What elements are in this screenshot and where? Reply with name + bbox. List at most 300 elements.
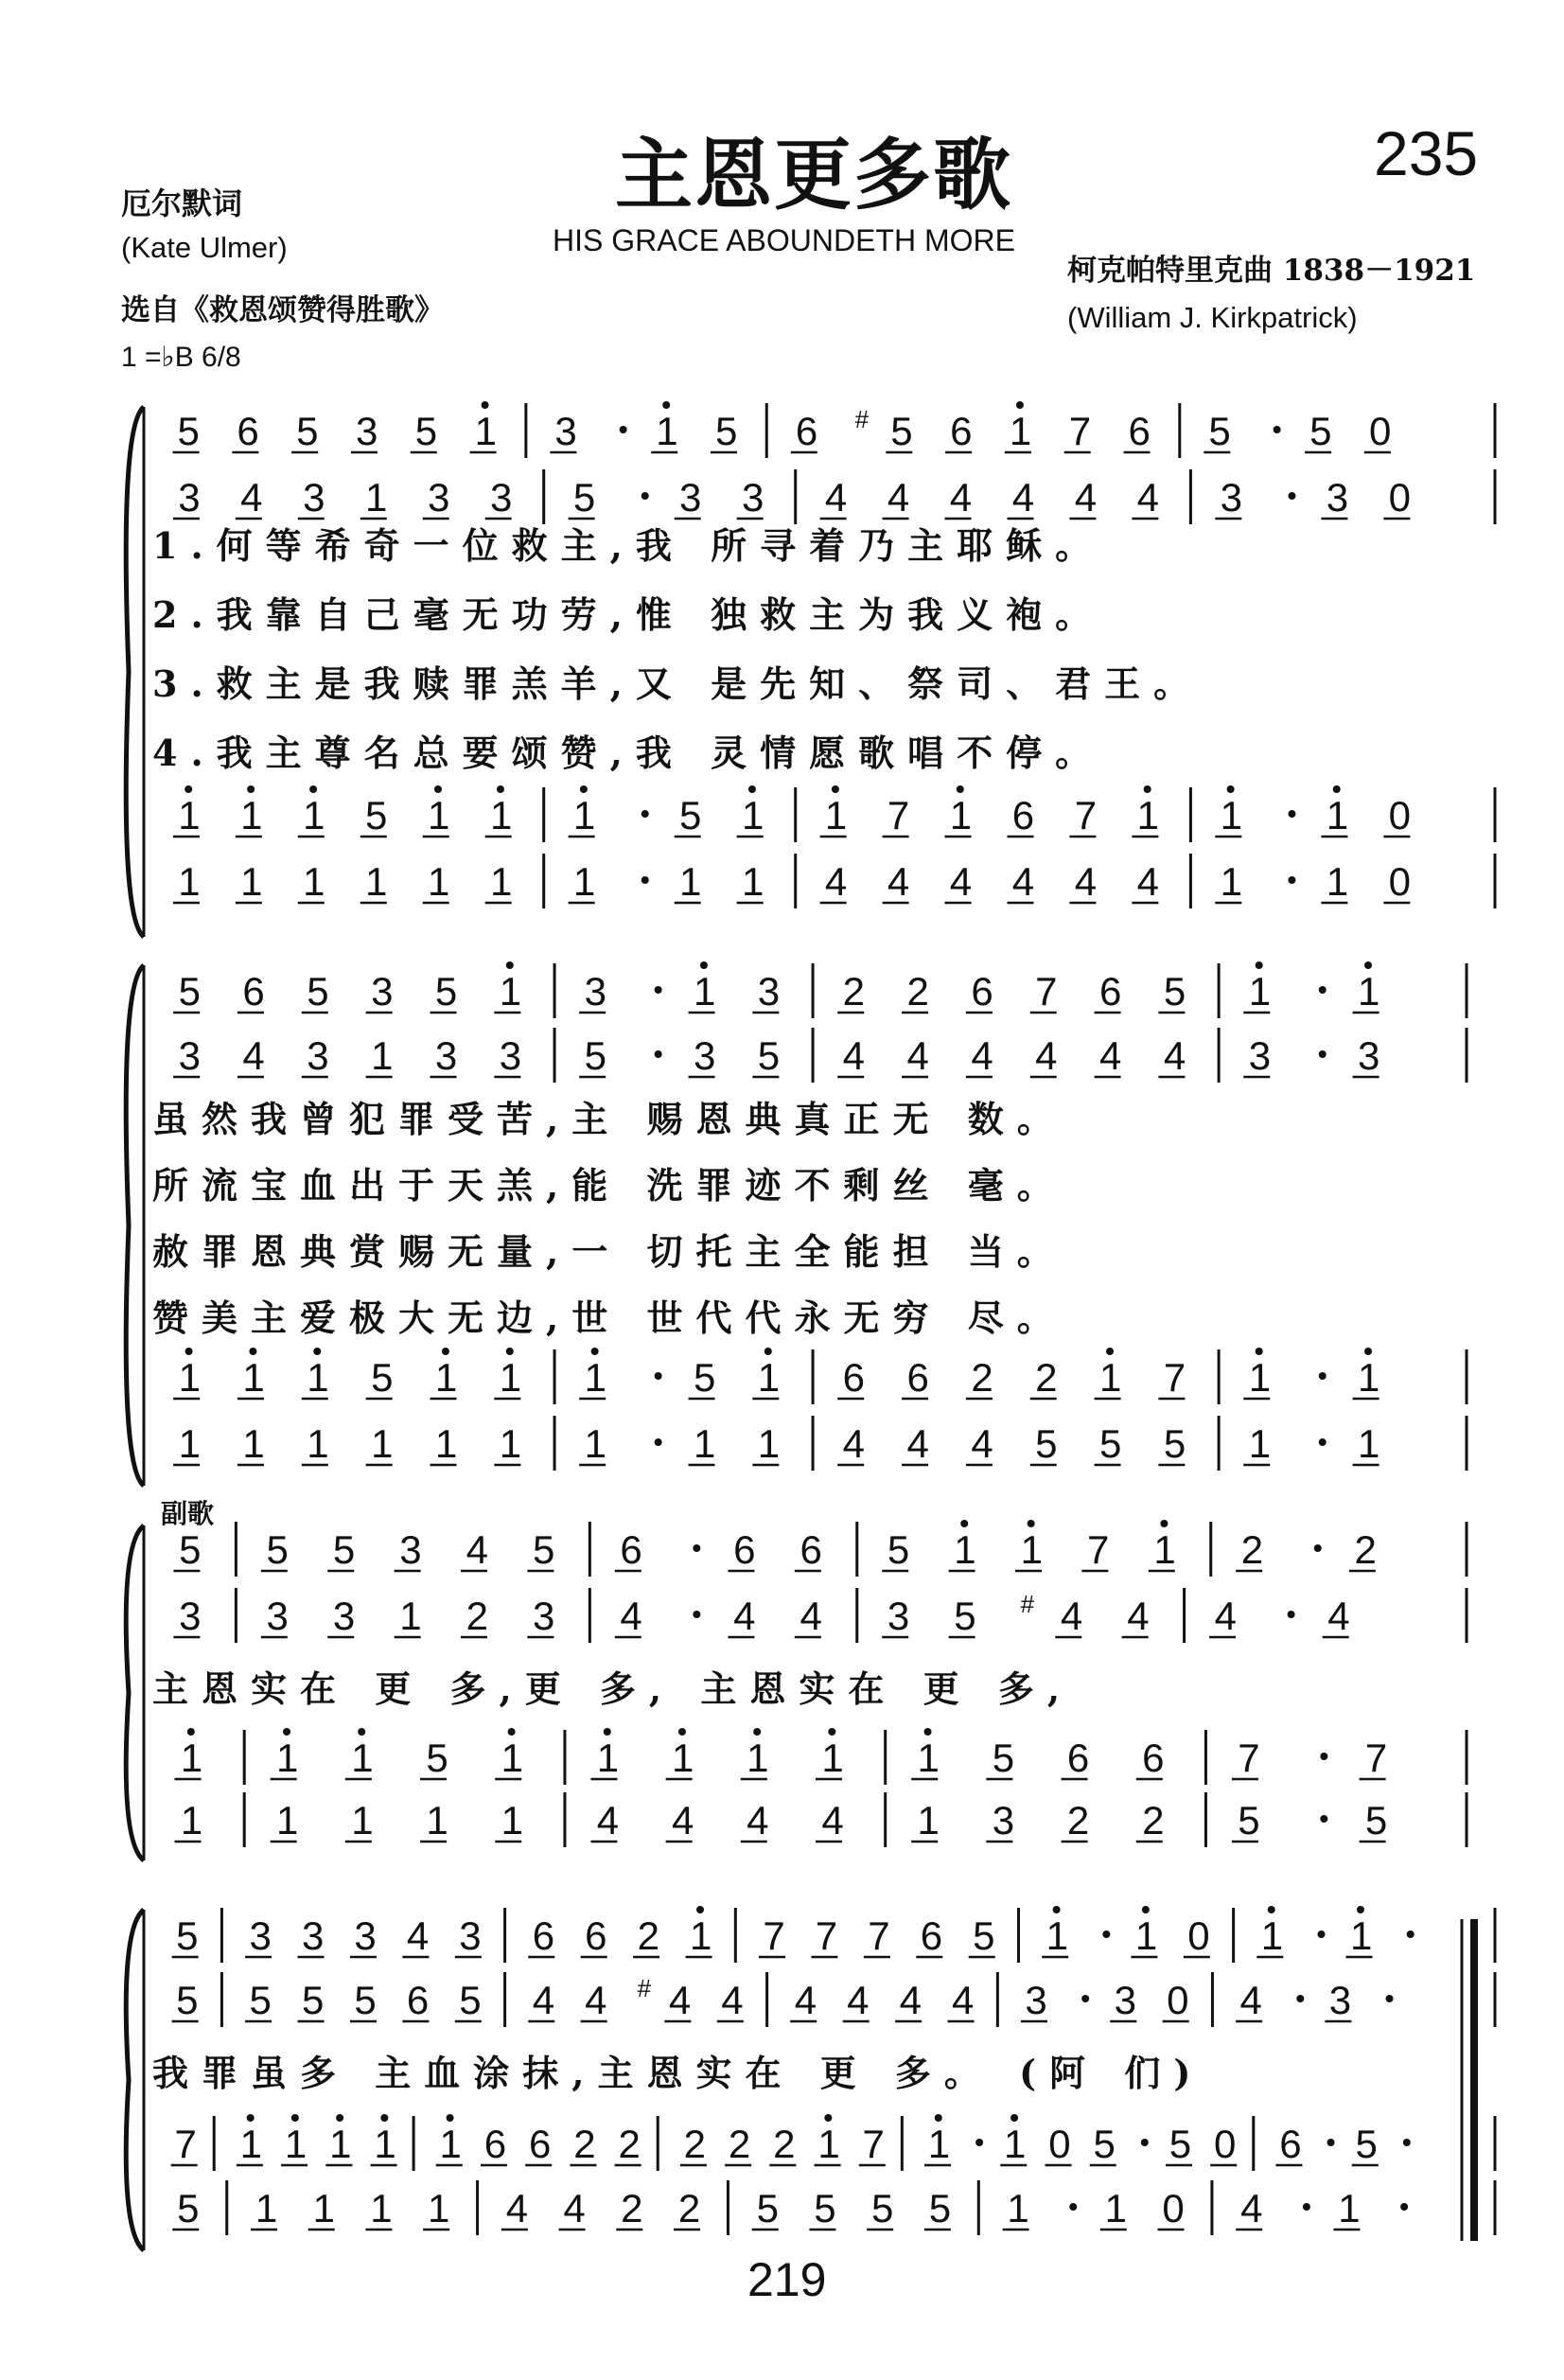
jianpu-note: 2 (1240, 1527, 1264, 1572)
jianpu-note: 1 (1009, 409, 1032, 453)
jianpu-note: 0 (1167, 1978, 1189, 2022)
jianpu-note: 6 (842, 1355, 865, 1400)
lyric-line: 所流宝血出于天羔,能 洗罪迹不剩丝 毫。 (152, 1164, 1066, 1207)
octave-dot (700, 961, 708, 969)
jianpu-note: 7 (174, 2122, 197, 2166)
jianpu-note: 1 (1099, 1355, 1122, 1400)
jianpu-note: 3 (693, 1033, 716, 1078)
jianpu-note: 3 (332, 1594, 356, 1638)
jianpu-note: 1 (427, 793, 450, 837)
jianpu-note: 1 (501, 1736, 523, 1780)
jianpu-note: 3 (427, 475, 450, 520)
jianpu-note: 5 (928, 2186, 952, 2230)
jianpu-note: 3 (757, 969, 781, 1014)
octave-dot (185, 1348, 193, 1355)
jianpu-note: 1 (255, 2186, 278, 2230)
jianpu-note: 1 (1248, 1421, 1272, 1466)
jianpu-note: 4 (1011, 859, 1035, 904)
jianpu-note: 5 (266, 1527, 289, 1572)
sharp-sign: # (854, 405, 870, 433)
jianpu-note: 5 (178, 969, 201, 1014)
jianpu-note: 4 (899, 1978, 922, 2022)
octave-dot (1333, 785, 1341, 793)
jianpu-note: 0 (1048, 2122, 1071, 2166)
lyric-line: 3.救主是我赎罪羔羊,又 是先知、祭司、君王。 (152, 662, 1204, 705)
duration-dot (1319, 1438, 1327, 1446)
jianpu-note: 2 (1066, 1798, 1090, 1842)
duration-dot (1288, 492, 1295, 500)
jianpu-note: 3 (178, 475, 201, 520)
duration-dot (641, 876, 649, 884)
jianpu-note: 5 (693, 1355, 716, 1400)
octave-dot (1028, 1520, 1035, 1527)
jianpu-note: 6 (800, 1527, 822, 1572)
jianpu-note: 1 (1153, 1527, 1176, 1572)
jianpu-note: 1 (434, 1355, 458, 1400)
jianpu-note: 4 (949, 859, 973, 904)
title-en: HIS GRACE ABOUNDETH MORE (553, 223, 1015, 257)
jianpu-note: 7 (1087, 1527, 1110, 1572)
octave-dot (832, 785, 839, 793)
jianpu-note: 7 (868, 1913, 890, 1958)
octave-dot (1106, 1348, 1114, 1355)
jianpu-note: 5 (301, 1978, 325, 2022)
jianpu-note: 2 (1035, 1355, 1058, 1400)
jianpu-note: 1 (239, 2122, 263, 2166)
jianpu-note: 4 (821, 1798, 844, 1842)
jianpu-note: 6 (920, 1913, 943, 1958)
duration-dot (1069, 2203, 1077, 2211)
jianpu-note: 5 (179, 1527, 202, 1572)
jianpu-note: 1 (572, 859, 596, 904)
jianpu-note: 5 (176, 1978, 199, 2022)
jianpu-note: 5 (757, 1033, 781, 1078)
jianpu-note: 7 (1068, 409, 1092, 453)
jianpu-note: 1 (499, 969, 522, 1014)
jianpu-note: 4 (733, 1594, 756, 1638)
octave-dot (380, 2114, 388, 2122)
jianpu-note: 5 (1364, 1798, 1388, 1842)
jianpu-note: 1 (656, 409, 678, 453)
jianpu-note: 3 (1328, 1978, 1352, 2022)
octave-dot (434, 785, 442, 793)
jianpu-note: 1 (180, 1798, 203, 1842)
jianpu-note: 1 (1136, 793, 1160, 837)
duration-dot (655, 1372, 662, 1380)
jianpu-note: 5 (679, 793, 702, 837)
jianpu-note: 6 (406, 1978, 430, 2022)
sharp-sign: # (1020, 1590, 1035, 1618)
jianpu-note: 3 (355, 409, 378, 453)
jianpu-note: 4 (1099, 1033, 1122, 1078)
lyric-line: 虽然我曾犯罪受苦,主 赐恩典真正无 数。 (152, 1098, 1066, 1140)
jianpu-note: 1 (1220, 859, 1242, 904)
jianpu-note: 5 (1099, 1421, 1122, 1466)
system-brace (126, 965, 144, 1486)
duration-dot (1288, 810, 1295, 818)
octave-dot (1364, 1348, 1372, 1355)
jianpu-note: 4 (949, 475, 973, 520)
jianpu-note: 3 (679, 475, 702, 520)
jianpu-note: 1 (1104, 2186, 1128, 2230)
duration-dot (1102, 1930, 1110, 1938)
jianpu-note: 1 (307, 1355, 329, 1400)
jianpu-note: 2 (906, 969, 929, 1014)
octave-dot (1227, 785, 1235, 793)
jianpu-note: 6 (620, 1527, 642, 1572)
jianpu-note: 5 (332, 1527, 356, 1572)
jianpu-note: 5 (365, 793, 388, 837)
duration-dot (655, 1438, 662, 1446)
octave-dot (1160, 1520, 1168, 1527)
jianpu-note: 1 (178, 859, 201, 904)
jianpu-note: 6 (1011, 793, 1035, 837)
jianpu-note: 1 (439, 2122, 462, 2166)
jianpu-note: 3 (1358, 1033, 1380, 1078)
jianpu-note: 5 (715, 409, 738, 453)
duration-dot (693, 1611, 700, 1618)
octave-dot (1357, 1906, 1364, 1913)
jianpu-note: 1 (572, 793, 596, 837)
duration-dot (1274, 426, 1281, 433)
jianpu-note: 5 (1208, 409, 1231, 453)
sharp-sign: # (637, 1974, 652, 2002)
jianpu-note: 4 (1327, 1594, 1350, 1638)
jianpu-note: 1 (747, 1736, 769, 1780)
jianpu-note: 4 (824, 859, 848, 904)
jianpu-note: 5 (1169, 2122, 1192, 2166)
jianpu-note: 5 (307, 969, 329, 1014)
jianpu-note: 5 (973, 1913, 995, 1958)
jianpu-note: 5 (426, 1736, 448, 1780)
jianpu-note: 4 (887, 475, 910, 520)
octave-dot (748, 785, 756, 793)
jianpu-note: 1 (426, 1798, 448, 1842)
octave-dot (1144, 785, 1151, 793)
jianpu-note: 5 (249, 1978, 272, 2022)
jianpu-note: 4 (406, 1913, 430, 1958)
jianpu-note: 5 (414, 409, 438, 453)
jianpu-note: 3 (887, 1594, 910, 1638)
jianpu-note: 3 (307, 1033, 329, 1078)
duration-dot (1296, 1995, 1304, 2002)
duration-dot (1141, 2139, 1149, 2146)
jianpu-note: 0 (1388, 793, 1412, 837)
jianpu-note: 2 (573, 2122, 596, 2166)
jianpu-note: 1 (1248, 969, 1272, 1014)
duration-dot (1386, 1995, 1394, 2002)
jianpu-note: 4 (240, 475, 263, 520)
jianpu-note: 1 (917, 1736, 940, 1780)
jianpu-note: 7 (887, 793, 910, 837)
jianpu-note: 1 (741, 793, 764, 837)
octave-dot (291, 2114, 299, 2122)
system-brace (126, 1525, 144, 1860)
jianpu-note: 1 (242, 1421, 265, 1466)
octave-dot (1268, 1906, 1275, 1913)
jianpu-note: 3 (1114, 1978, 1137, 2022)
jianpu-note: 2 (773, 2122, 796, 2166)
jianpu-note: 7 (763, 1913, 785, 1958)
jianpu-note: 4 (1060, 1594, 1083, 1638)
duration-dot (1288, 1611, 1295, 1618)
jianpu-note: 4 (1136, 859, 1160, 904)
jianpu-note: 1 (1260, 1913, 1284, 1958)
jianpu-note: 2 (728, 2122, 751, 2166)
jianpu-note: 1 (489, 793, 513, 837)
jianpu-note: 1 (821, 1736, 844, 1780)
octave-dot (336, 2114, 343, 2122)
jianpu-note: 1 (1358, 1355, 1380, 1400)
jianpu-note: 1 (178, 1355, 201, 1400)
jianpu-note: 1 (240, 793, 263, 837)
jianpu-note: 6 (532, 1913, 555, 1958)
octave-dot (506, 1348, 514, 1355)
jianpu-note: 1 (693, 1421, 716, 1466)
jianpu-note: 3 (554, 409, 577, 453)
octave-dot (828, 1728, 835, 1736)
jianpu-note: 5 (176, 1913, 199, 1958)
octave-dot (283, 1728, 290, 1736)
jianpu-note: 1 (427, 859, 450, 904)
jianpu-note: 7 (815, 1913, 838, 1958)
composer-cn: 柯克帕特里克曲 1838－1921 (1067, 254, 1476, 288)
jianpu-note: 3 (179, 1594, 202, 1638)
jianpu-note: 1 (242, 1355, 265, 1400)
lyricist-en: (Kate Ulmer) (121, 231, 288, 264)
jianpu-note: 5 (954, 1594, 976, 1638)
jianpu-note: 4 (1011, 475, 1035, 520)
jianpu-note: 1 (757, 1421, 781, 1466)
duration-dot (1288, 876, 1295, 884)
duration-dot (1320, 1753, 1327, 1760)
jianpu-note: 1 (1004, 2122, 1027, 2166)
octave-dot (1256, 961, 1263, 969)
jianpu-note: 3 (1326, 475, 1349, 520)
jianpu-note: 6 (1142, 1736, 1165, 1780)
jianpu-note: 6 (733, 1527, 756, 1572)
jianpu-note: 1 (741, 859, 764, 904)
jianpu-note: 5 (177, 2186, 200, 2230)
page-number: 219 (747, 2253, 827, 2306)
jianpu-note: 4 (847, 1978, 870, 2022)
octave-dot (313, 1348, 321, 1355)
jianpu-note: 0 (1214, 2122, 1237, 2166)
jianpu-note: 5 (584, 1033, 606, 1078)
jianpu-note: 5 (890, 409, 913, 453)
jianpu-note: 1 (671, 1736, 694, 1780)
jianpu-note: 2 (618, 2122, 641, 2166)
octave-dot (1142, 1906, 1150, 1913)
jianpu-note: 5 (1163, 969, 1186, 1014)
octave-dot (1016, 401, 1024, 409)
jianpu-note: 7 (1163, 1355, 1186, 1400)
jianpu-note: 2 (677, 2186, 701, 2230)
jianpu-note: 1 (501, 1798, 523, 1842)
duration-dot (1403, 2139, 1411, 2146)
jianpu-note: 1 (428, 2186, 450, 2230)
jianpu-note: 4 (887, 859, 910, 904)
jianpu-note: 3 (992, 1798, 1015, 1842)
jianpu-note: 7 (862, 2122, 885, 2166)
jianpu-note: 6 (950, 409, 973, 453)
octave-dot (247, 785, 255, 793)
jianpu-note: 3 (1248, 1033, 1272, 1078)
jianpu-note: 1 (1326, 793, 1349, 837)
jianpu-note: 2 (637, 1913, 659, 1958)
jianpu-note: 3 (1220, 475, 1242, 520)
jianpu-note: 4 (906, 1421, 929, 1466)
octave-dot (580, 785, 588, 793)
jianpu-note: 4 (242, 1033, 265, 1078)
octave-dot (1256, 1348, 1263, 1355)
jianpu-note: 1 (178, 793, 201, 837)
jianpu-note: 7 (1035, 969, 1058, 1014)
jianpu-note: 4 (668, 1978, 692, 2022)
jianpu-note: 1 (329, 2122, 352, 2166)
jianpu-note: 1 (374, 2122, 396, 2166)
duration-dot (655, 1050, 662, 1058)
jianpu-note: 1 (693, 969, 716, 1014)
jianpu-note: 1 (303, 859, 325, 904)
jianpu-note: 0 (1368, 409, 1392, 453)
octave-dot (662, 401, 670, 409)
jianpu-note: 6 (483, 2122, 507, 2166)
octave-dot (604, 1728, 611, 1736)
octave-dot (1364, 961, 1372, 969)
jianpu-note: 4 (747, 1798, 769, 1842)
jianpu-note: 2 (621, 2186, 643, 2230)
octave-dot (678, 1728, 686, 1736)
jianpu-note: 1 (303, 793, 325, 837)
lyric-line: 2.我靠自己毫无功劳,惟 独救主为我义袍。 (152, 593, 1105, 636)
jianpu-note: 4 (906, 1033, 929, 1078)
octave-dot (924, 1728, 932, 1736)
octave-dot (824, 2114, 832, 2122)
jianpu-note: 5 (459, 1978, 482, 2022)
jianpu-note: 2 (971, 1355, 993, 1400)
lyric-line: 我罪虽多 主血涂抹,主恩实在 更 多。 (阿 们) (152, 2052, 1204, 2094)
jianpu-note: 1 (927, 2122, 951, 2166)
jianpu-note: 3 (1025, 1978, 1047, 2022)
system-brace (126, 1910, 144, 2250)
jianpu-note: 1 (351, 1798, 374, 1842)
jianpu-note: 2 (683, 2122, 707, 2166)
jianpu-note: 4 (824, 475, 848, 520)
duration-dot (1317, 1930, 1325, 1938)
jianpu-note: 1 (276, 1798, 299, 1842)
octave-dot (247, 2114, 255, 2122)
jianpu-note: 1 (276, 1736, 299, 1780)
jianpu-note: 6 (1066, 1736, 1090, 1780)
jianpu-note: 4 (842, 1033, 865, 1078)
octave-dot (358, 1728, 365, 1736)
title-cn: 主恩更多歌 (615, 130, 1013, 220)
jianpu-note: 3 (434, 1033, 458, 1078)
jianpu-note: 1 (584, 1421, 606, 1466)
jianpu-note: 6 (1099, 969, 1122, 1014)
jianpu-note: 1 (370, 2186, 393, 2230)
octave-dot (753, 1728, 761, 1736)
jianpu-note: 1 (1358, 1421, 1380, 1466)
jianpu-note: 5 (371, 1355, 394, 1400)
jianpu-note: 3 (459, 1913, 482, 1958)
jianpu-note: 5 (756, 2186, 779, 2230)
jianpu-note: 1 (917, 1798, 940, 1842)
jianpu-note: 0 (1187, 1913, 1210, 1958)
jianpu-note: 4 (1214, 1594, 1237, 1638)
jianpu-note: 4 (532, 1978, 555, 2022)
jianpu-note: 4 (1127, 1594, 1150, 1638)
jianpu-note: 1 (1349, 1913, 1373, 1958)
jianpu-note: 1 (365, 859, 388, 904)
jianpu-note: 1 (1326, 859, 1349, 904)
jianpu-note: 1 (312, 2186, 335, 2230)
jianpu-note: 3 (533, 1594, 555, 1638)
jianpu-note: 4 (794, 1978, 817, 2022)
source-book: 选自《救恩颂赞得胜歌》 (121, 293, 444, 327)
octave-dot (447, 2114, 454, 2122)
jianpu-note: 2 (1354, 1527, 1377, 1572)
lyric-line: 1.何等希奇一位救主,我 所寻着乃主耶稣。 (152, 524, 1105, 567)
lyric-line: 赞美主爱极大无边,世 世代代永无穷 尽。 (152, 1296, 1066, 1339)
composer-en: (William J. Kirkpatrick) (1067, 301, 1358, 334)
jianpu-note: 3 (499, 1033, 522, 1078)
jianpu-note: 5 (354, 1978, 377, 2022)
octave-dot (591, 1348, 599, 1355)
jianpu-note: 3 (489, 475, 513, 520)
jianpu-note: 5 (887, 1527, 910, 1572)
octave-dot (442, 1348, 449, 1355)
jianpu-note: 1 (954, 1527, 976, 1572)
key-time-signature: 1 =♭B 6/8 (121, 342, 241, 373)
jianpu-note: 1 (371, 1033, 394, 1078)
jianpu-note: 4 (971, 1033, 993, 1078)
octave-dot (508, 1728, 516, 1736)
jianpu-note: 0 (1388, 475, 1412, 520)
duration-dot (641, 810, 649, 818)
jianpu-note: 4 (1163, 1033, 1186, 1078)
duration-dot (1407, 1930, 1415, 1938)
jianpu-note: 5 (992, 1736, 1015, 1780)
jianpu-note: 2 (466, 1594, 488, 1638)
jianpu-note: 5 (871, 2186, 894, 2230)
jianpu-note: 1 (365, 475, 388, 520)
jianpu-note: 5 (296, 409, 319, 453)
jianpu-note: 1 (284, 2122, 308, 2166)
jianpu-note: 6 (237, 409, 259, 453)
duration-dot (1320, 1815, 1327, 1823)
jianpu-note: 6 (529, 2122, 552, 2166)
jianpu-note: 1 (1338, 2186, 1361, 2230)
duration-dot (1319, 1050, 1327, 1058)
octave-dot (1053, 1906, 1061, 1913)
system-brace (126, 407, 144, 937)
lyricist-cn: 厄尔默词 (121, 185, 243, 221)
duration-dot (1319, 986, 1327, 994)
jianpu-note: 1 (817, 2122, 840, 2166)
jianpu-note: 1 (434, 1421, 458, 1466)
jianpu-note: 4 (596, 1798, 620, 1842)
jianpu-note: 4 (620, 1594, 642, 1638)
jianpu-note: 3 (178, 1033, 201, 1078)
chorus-label: 副歌 (161, 1498, 215, 1529)
jianpu-note: 5 (177, 409, 200, 453)
jianpu-note: 4 (800, 1594, 822, 1638)
jianpu-note: 1 (489, 859, 513, 904)
jianpu-note: 3 (371, 969, 394, 1014)
jianpu-note: 1 (399, 1594, 422, 1638)
